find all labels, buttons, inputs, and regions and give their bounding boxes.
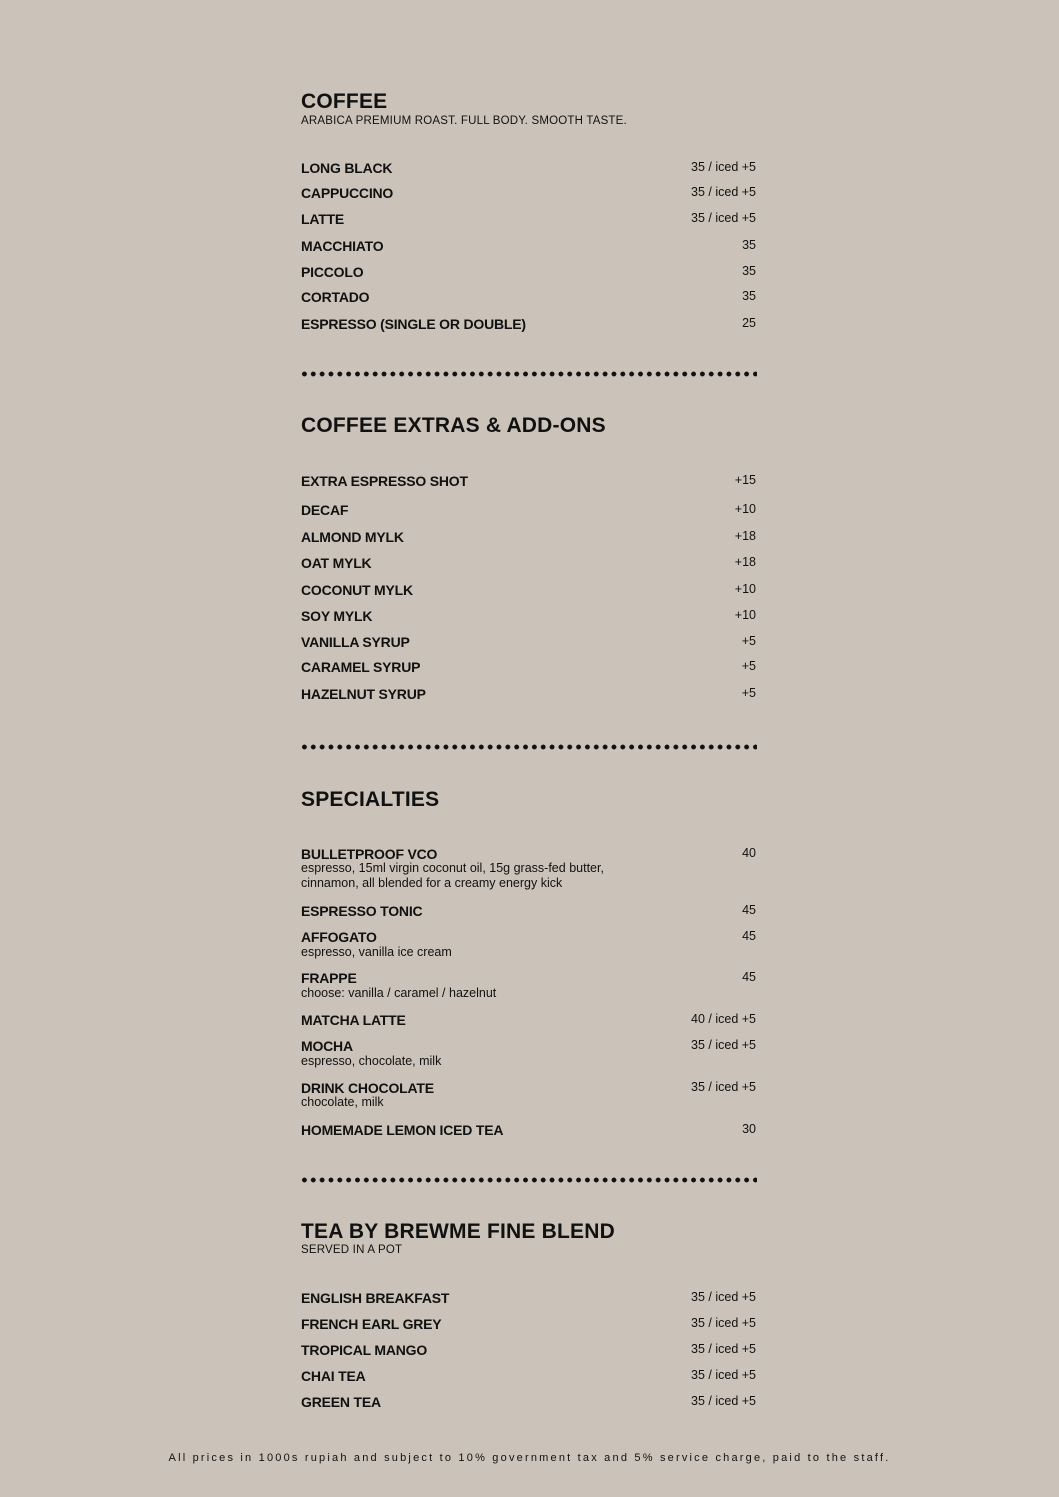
menu-item-name: COCONUT MYLK (301, 582, 413, 598)
menu-item-price: 35 / iced +5 (691, 1038, 756, 1052)
menu-item-price: 35 / iced +5 (691, 1368, 756, 1382)
menu-item-name: MOCHA (301, 1038, 353, 1054)
menu-item-name: VANILLA SYRUP (301, 634, 410, 650)
menu-item-name: PICCOLO (301, 264, 364, 280)
dotted-divider (300, 1177, 757, 1183)
menu-item-name: HOMEMADE LEMON ICED TEA (301, 1122, 504, 1138)
menu-item-name: ALMOND MYLK (301, 529, 404, 545)
menu-item-name: ESPRESSO TONIC (301, 903, 423, 919)
menu-item-name: OAT MYLK (301, 555, 372, 571)
menu-item-price: +5 (741, 659, 756, 673)
menu-item-name: MACCHIATO (301, 238, 384, 254)
menu-item-name: BULLETPROOF VCO (301, 846, 438, 862)
menu-item-price: 45 (742, 929, 756, 943)
menu-item-name: CORTADO (301, 289, 370, 305)
menu-item-price: 25 (742, 316, 756, 330)
dotted-divider (300, 371, 757, 377)
menu-item-price: +18 (734, 555, 756, 569)
menu-item-price: 40 (742, 846, 756, 860)
menu-item-name: CHAI TEA (301, 1368, 366, 1384)
menu-item-price: 35 / iced +5 (691, 160, 756, 174)
menu-item-description: espresso, vanilla ice cream (301, 945, 452, 959)
menu-item-price: 45 (742, 903, 756, 917)
menu-item-name: CARAMEL SYRUP (301, 659, 421, 675)
menu-item-name: CAPPUCCINO (301, 185, 394, 201)
menu-item-name: ESPRESSO (SINGLE OR DOUBLE) (301, 316, 526, 332)
menu-item-price: 45 (742, 970, 756, 984)
menu-item-name: FRENCH EARL GREY (301, 1316, 442, 1332)
menu-item-price: 35 / iced +5 (691, 185, 756, 199)
menu-item-name: DECAF (301, 502, 349, 518)
coffee-section-title: COFFEE (301, 90, 388, 113)
specialties-section-title: SPECIALTIES (301, 788, 440, 811)
menu-item-description: espresso, 15ml virgin coconut oil, 15g grass-fed butter, (301, 861, 604, 875)
menu-item-price: 40 / iced +5 (691, 1012, 756, 1026)
menu-item-price: 35 / iced +5 (691, 1394, 756, 1408)
menu-item-name: FRAPPE (301, 970, 357, 986)
menu-item-price: +18 (734, 529, 756, 543)
menu-item-price: +5 (741, 634, 756, 648)
menu-item-price: 35 / iced +5 (691, 211, 756, 225)
menu-item-price: 35 (742, 264, 756, 278)
menu-item-price: +10 (734, 582, 756, 596)
menu-item-name: GREEN TEA (301, 1394, 381, 1410)
menu-item-description: cinnamon, all blended for a creamy energy kick (301, 876, 563, 890)
menu-item-price: 35 / iced +5 (691, 1316, 756, 1330)
menu-item-name: AFFOGATO (301, 929, 377, 945)
menu-item-description: chocolate, milk (301, 1095, 384, 1109)
dotted-divider (300, 744, 757, 750)
menu-item-name: DRINK CHOCOLATE (301, 1080, 434, 1096)
tea-section-title: TEA BY BREWME FINE BLEND (301, 1220, 615, 1243)
extras-section-title: COFFEE EXTRAS & ADD-ONS (301, 414, 606, 437)
menu-item-name: LATTE (301, 211, 345, 227)
menu-item-price: +10 (734, 608, 756, 622)
menu-item-name: SOY MYLK (301, 608, 373, 624)
menu-item-description: choose: vanilla / caramel / hazelnut (301, 986, 497, 1000)
menu-item-name: MATCHA LATTE (301, 1012, 406, 1028)
menu-item-price: 35 / iced +5 (691, 1342, 756, 1356)
menu-item-description: espresso, chocolate, milk (301, 1054, 442, 1068)
menu-item-price: 35 / iced +5 (691, 1080, 756, 1094)
tea-section-subtitle: SERVED IN A POT (301, 1244, 403, 1256)
menu-item-price: 35 / iced +5 (691, 1290, 756, 1304)
coffee-section-subtitle: ARABICA PREMIUM ROAST. FULL BODY. SMOOTH TASTE. (301, 115, 627, 127)
menu-item-name: ENGLISH BREAKFAST (301, 1290, 450, 1306)
menu-item-price: +5 (741, 686, 756, 700)
menu-item-name: HAZELNUT SYRUP (301, 686, 426, 702)
menu-item-price: 35 (742, 238, 756, 252)
menu-item-price: +15 (734, 473, 756, 487)
price-disclaimer-footer: All prices in 1000s rupiah and subject to 10% government tax and 5% service charge, paid to the staff. (168, 1452, 891, 1464)
menu-item-price: 30 (742, 1122, 756, 1136)
menu-item-name: LONG BLACK (301, 160, 393, 176)
menu-item-name: EXTRA ESPRESSO SHOT (301, 473, 468, 489)
menu-item-name: TROPICAL MANGO (301, 1342, 428, 1358)
menu-item-price: 35 (742, 289, 756, 303)
menu-item-price: +10 (734, 502, 756, 516)
